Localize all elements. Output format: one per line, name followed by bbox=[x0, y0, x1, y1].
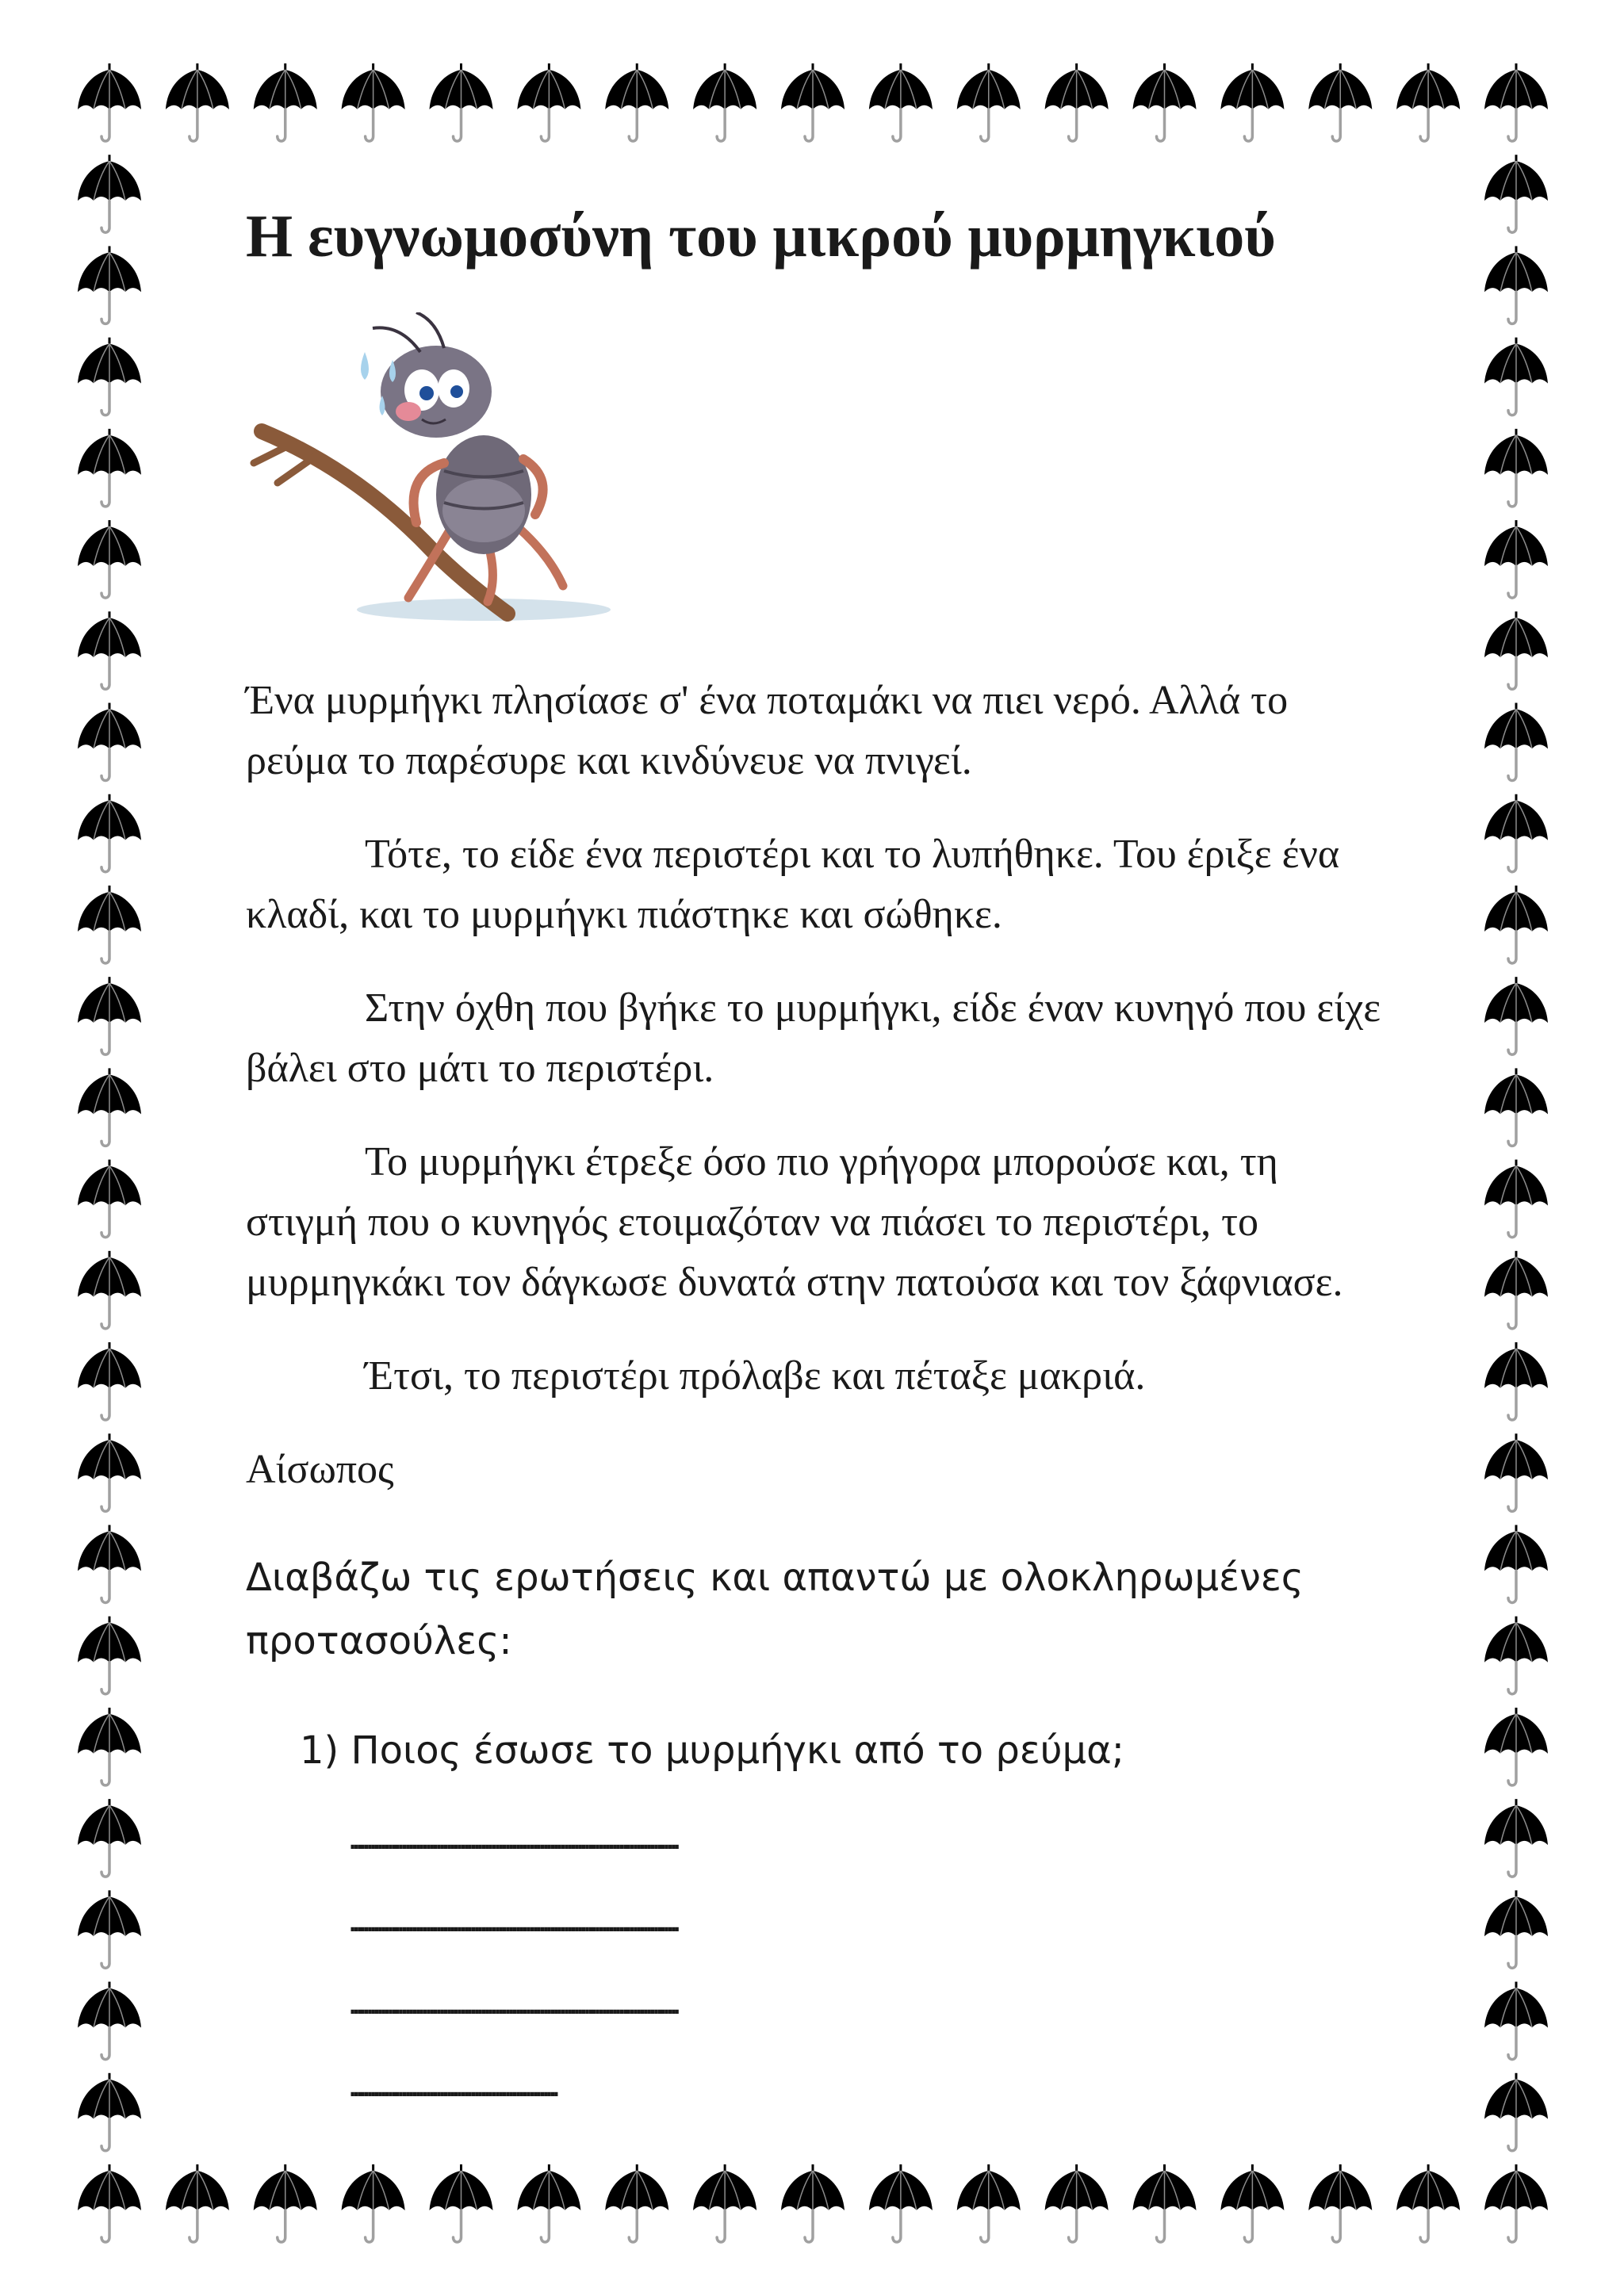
umbrella-icon bbox=[78, 2073, 141, 2151]
umbrella-icon bbox=[693, 63, 756, 141]
answer-line[interactable]: ............................................................................................... bbox=[347, 1900, 676, 1939]
umbrella-icon bbox=[1484, 1160, 1548, 1238]
umbrella-icon bbox=[342, 2164, 405, 2242]
story-paragraph: Ένα μυρμήγκι πλησίασε σ' ένα ποταμάκι να πιει νερό. Αλλά το ρεύμα το παρέσυρε και κινδύνευε να πνιγεί. bbox=[246, 678, 1289, 783]
umbrella-icon bbox=[254, 2164, 317, 2242]
umbrella-icon bbox=[78, 1525, 141, 1602]
umbrella-icon bbox=[869, 2164, 933, 2242]
umbrella-icon bbox=[78, 977, 141, 1054]
umbrella-icon bbox=[1484, 63, 1548, 141]
umbrella-icon bbox=[1484, 1068, 1548, 1146]
umbrella-icon bbox=[1484, 977, 1548, 1054]
umbrella-icon bbox=[78, 1799, 141, 1877]
umbrella-icon bbox=[781, 63, 845, 141]
umbrella-icon bbox=[1484, 246, 1548, 323]
umbrella-icon bbox=[1484, 703, 1548, 781]
umbrella-icon bbox=[78, 1251, 141, 1329]
umbrella-icon bbox=[78, 1890, 141, 1968]
ant-holding-twig-illustration bbox=[246, 312, 619, 622]
umbrella-icon bbox=[1484, 1982, 1548, 2060]
umbrella-icon bbox=[78, 611, 141, 689]
umbrella-icon bbox=[78, 429, 141, 507]
umbrella-icon bbox=[166, 2164, 229, 2242]
umbrella-icon bbox=[78, 1708, 141, 1785]
umbrella-icon bbox=[166, 63, 229, 141]
answer-line[interactable]: ............................................................................................... bbox=[347, 1818, 676, 1857]
umbrella-icon bbox=[1045, 2164, 1109, 2242]
umbrella-icon bbox=[957, 2164, 1021, 2242]
umbrella-icon bbox=[605, 63, 668, 141]
umbrella-icon bbox=[78, 63, 141, 141]
answer-area[interactable] bbox=[347, 1797, 1388, 2126]
umbrella-icon bbox=[78, 1342, 141, 1420]
umbrella-icon bbox=[1396, 2164, 1460, 2242]
exercise-instructions: Διαβάζω τις ερωτήσεις και απαντώ με ολοκληρωμένες προτασούλες: bbox=[246, 1556, 1304, 1663]
umbrella-icon bbox=[1484, 794, 1548, 872]
story-text bbox=[246, 671, 1388, 1500]
umbrella-icon bbox=[78, 1617, 141, 1694]
umbrella-icon bbox=[78, 794, 141, 872]
umbrella-icon bbox=[1484, 338, 1548, 415]
umbrella-icon bbox=[605, 2164, 668, 2242]
umbrella-icon bbox=[254, 63, 317, 141]
answer-line[interactable]: ............................................................................................... bbox=[347, 1983, 676, 2022]
umbrella-icon bbox=[517, 2164, 580, 2242]
umbrella-icon bbox=[693, 2164, 756, 2242]
umbrella-icon bbox=[1484, 1433, 1548, 1511]
umbrella-icon bbox=[1484, 1890, 1548, 1968]
umbrella-icon bbox=[1133, 63, 1197, 141]
umbrella-icon bbox=[78, 338, 141, 415]
umbrella-icon bbox=[1484, 1617, 1548, 1694]
umbrella-icon bbox=[1484, 611, 1548, 689]
umbrella-icon bbox=[1484, 1251, 1548, 1329]
umbrella-icon bbox=[78, 1160, 141, 1238]
story-paragraph: Έτσι, το περιστέρι πρόλαβε και πέταξε μακριά. bbox=[365, 1353, 1146, 1399]
umbrella-icon bbox=[869, 63, 933, 141]
umbrella-icon bbox=[1133, 2164, 1197, 2242]
umbrella-icon bbox=[78, 2164, 141, 2242]
umbrella-icon bbox=[1484, 1525, 1548, 1602]
umbrella-icon bbox=[1220, 63, 1284, 141]
umbrella-icon bbox=[1484, 1708, 1548, 1785]
umbrella-icon bbox=[781, 2164, 845, 2242]
umbrella-icon bbox=[430, 2164, 493, 2242]
umbrella-icon bbox=[78, 1982, 141, 2060]
umbrella-icon bbox=[957, 63, 1021, 141]
story-author: Αίσωπος bbox=[246, 1447, 394, 1492]
story-paragraph: Τότε, το είδε ένα περιστέρι και το λυπήθηκε. Του έριξε ένα κλαδί, και το μυρμήγκι πιάστηκε και σώθηκε. bbox=[246, 832, 1340, 937]
umbrella-icon bbox=[1484, 429, 1548, 507]
umbrella-icon bbox=[78, 886, 141, 963]
umbrella-icon bbox=[78, 703, 141, 781]
umbrella-icon bbox=[1484, 520, 1548, 598]
question-1: 1) Ποιος έσωσε το μυρμήγκι από το ρεύμα; bbox=[300, 1728, 1124, 1773]
umbrella-icon bbox=[1220, 2164, 1284, 2242]
umbrella-icon bbox=[1308, 2164, 1372, 2242]
umbrella-icon bbox=[78, 1068, 141, 1146]
umbrella-icon bbox=[78, 1433, 141, 1511]
umbrella-icon bbox=[517, 63, 580, 141]
umbrella-icon bbox=[1396, 63, 1460, 141]
umbrella-icon bbox=[1484, 886, 1548, 963]
story-paragraph: Στην όχθη που βγήκε το μυρμήγκι, είδε έναν κυνηγό που είχε βάλει στο μάτι το περιστέρι. bbox=[246, 985, 1381, 1091]
umbrella-icon bbox=[1484, 2164, 1548, 2242]
umbrella-icon bbox=[1484, 1342, 1548, 1420]
umbrella-icon bbox=[1484, 2073, 1548, 2151]
umbrella-icon bbox=[342, 63, 405, 141]
umbrella-icon bbox=[430, 63, 493, 141]
story-paragraph: Το μυρμήγκι έτρεξε όσο πιο γρήγορα μπορούσε και, τη στιγμή που ο κυνηγός ετοιμαζόταν να πιάσει το περιστέρι, το μυρμηγκάκι τον δάγκωσε δυνατά στην πατούσα και τον ξάφνιασε. bbox=[246, 1139, 1343, 1305]
umbrella-icon bbox=[78, 520, 141, 598]
umbrella-icon bbox=[1484, 155, 1548, 232]
answer-line[interactable]: ............................................................ bbox=[347, 2065, 555, 2104]
umbrella-icon bbox=[1308, 63, 1372, 141]
umbrella-icon bbox=[1484, 1799, 1548, 1877]
umbrella-icon bbox=[78, 246, 141, 323]
worksheet-content bbox=[246, 197, 1388, 2126]
page-title: Η ευγνωμοσύνη του μικρού μυρμηγκιού bbox=[246, 203, 1276, 270]
umbrella-icon bbox=[78, 155, 141, 232]
umbrella-icon bbox=[1045, 63, 1109, 141]
